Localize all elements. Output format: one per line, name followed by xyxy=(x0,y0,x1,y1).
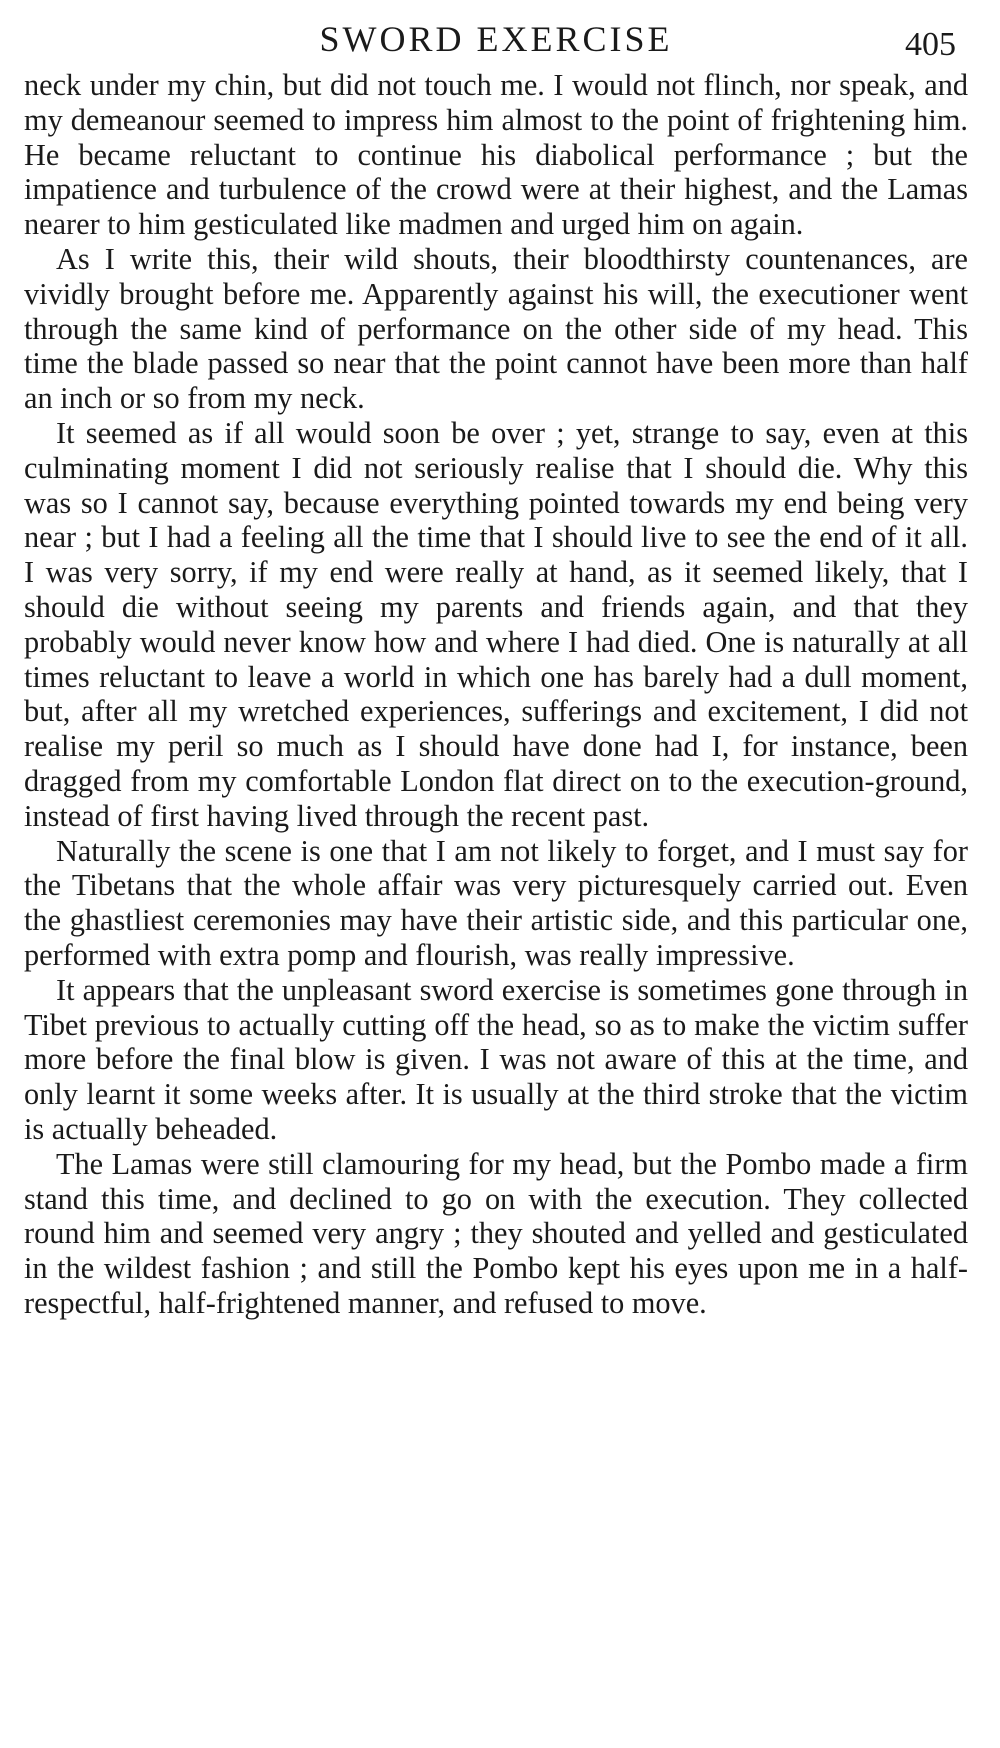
book-page xyxy=(24,14,968,1321)
paragraph: Naturally the scene is one that I am not likely to forget, and I must say for the Tibetans that the whole affair was very picturesquely carried out. Even the ghastliest ceremonies may have their artistic side, and this particular one, performed with extra pomp and flourish, was really impressive. xyxy=(24,833,968,972)
paragraph: As I write this, their wild shouts, their bloodthirsty countenances, are vividly brought before me. Apparently against his will, the executioner went through the same kind of performance on the other side of my head. This time the blade passed so near that the point cannot have been more than half an inch or so from my neck. xyxy=(24,241,968,416)
page-number: 405 xyxy=(905,26,956,63)
paragraph: It seemed as if all would soon be over ; yet, strange to say, even at this culminating moment I did not seriously realise that I should die. Why this was so I cannot say, because everything pointed towards my end being very near ; but I had a feeling all the time that I should live to see the end of it all. I was very sorry, if my end were really at hand, as it seemed likely, that I should die without seeing my parents and friends again, and that they probably would never know how and where I had died. One is naturally at all times reluctant to leave a world in which one has barely had a dull moment, but, after all my wretched experiences, sufferings and excitement, I did not realise my peril so much as I should have done had I, for instance, been dragged from my comfortable London flat direct on to the execution-ground, instead of first having lived through the recent past. xyxy=(24,415,968,833)
body-text xyxy=(24,68,968,1321)
paragraph: It appears that the unpleasant sword exercise is sometimes gone through in Tibet previous to actually cutting off the head, so as to make the victim suffer more before the final blow is given. I was not aware of this at the time, and only learnt it some weeks after. It is usually at the third stroke that the victim is actually beheaded. xyxy=(24,972,968,1146)
running-header xyxy=(24,14,968,64)
paragraph: The Lamas were still clamouring for my head, but the Pombo made a firm stand this time, and declined to go on with the execution. They collected round him and seemed very angry ; they shouted and yelled and gesticulated in the wildest fashion ; and still the Pombo kept his eyes upon me in a half-respectful, half-frightened manner, and refused to move. xyxy=(24,1146,968,1320)
running-title: SWORD EXERCISE xyxy=(319,19,673,59)
paragraph-continued: neck under my chin, but did not touch me. I would not flinch, nor speak, and my demeanour seemed to impress him almost to the point of frightening him. He became reluctant to continue his diabolical performance ; but the impatience and turbulence of the crowd were at their highest, and the Lamas nearer to him gesticulated like madmen and urged him on again. xyxy=(24,68,968,242)
